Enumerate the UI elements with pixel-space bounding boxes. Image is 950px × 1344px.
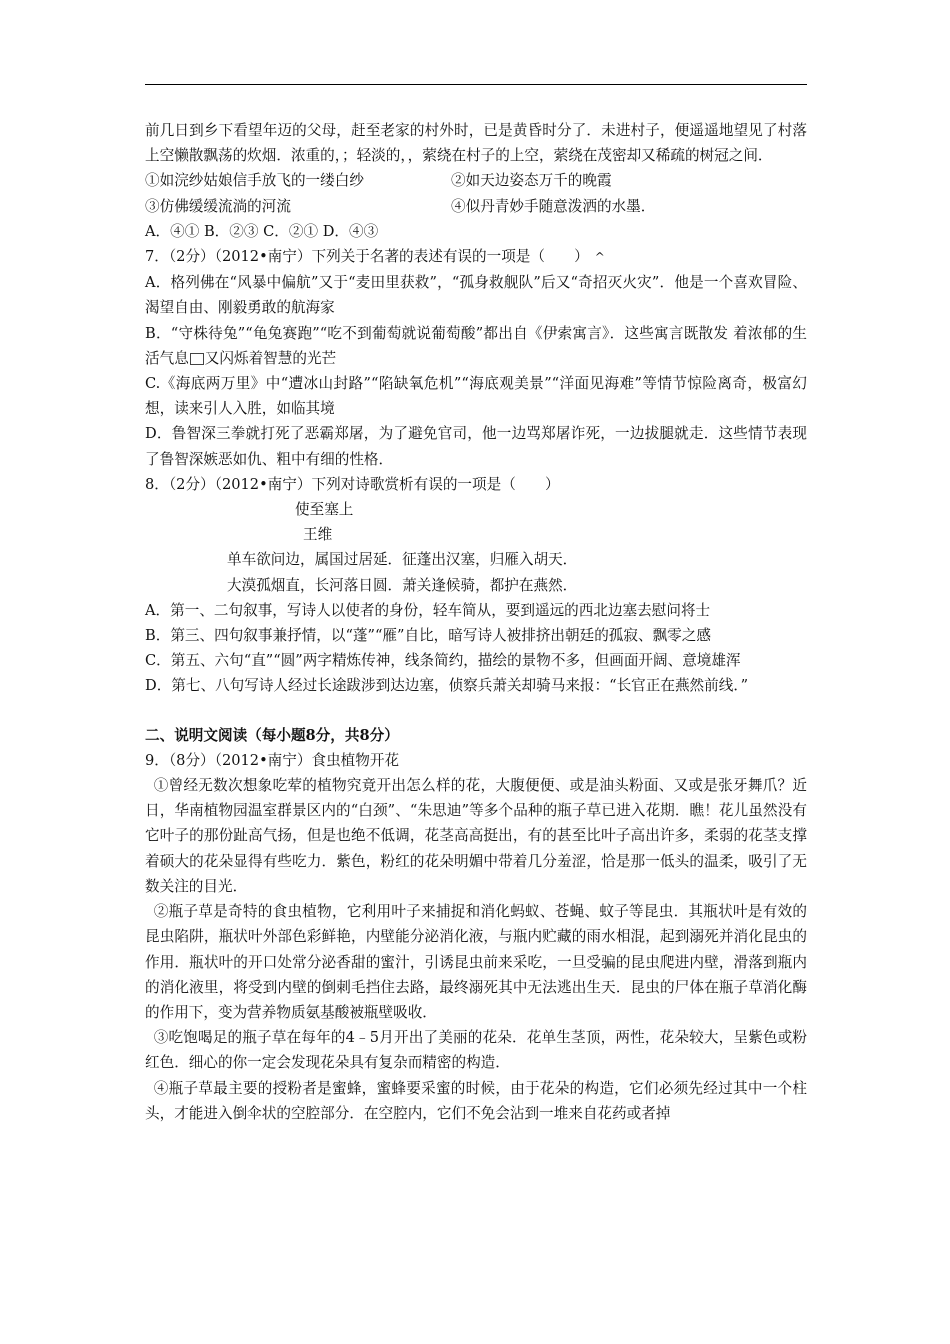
question-8-stem: 8．（2分）（2012•南宁）下列对诗歌赏析有误的一项是（ ）	[145, 475, 560, 493]
header-rule	[145, 84, 807, 85]
question-7-option-b-part2: 又闪烁着智慧的光芒	[204, 349, 337, 367]
document-body	[145, 118, 807, 1126]
section-2-heading: 二、说明文阅读（每小题8分，共8分）	[145, 726, 399, 744]
option-4: ④似丹青妙手随意泼洒的水墨．	[451, 197, 656, 215]
paragraph-3: ③吃饱喝足的瓶子草在每年的4﹣5月开出了美丽的花朵．花单生茎顶，两性，花朵较大，呈紫色或粉红色．细心的你一定会发现花朵具有复杂而精密的构造．	[145, 1029, 807, 1072]
option-2: ②如天边姿态万千的晚霞	[451, 172, 612, 190]
paragraph-1: ①曾经无数次想象吃荤的植物究竟开出怎么样的花，大腹便便、或是油头粉面、又或是张牙舞爪？近日，华南植物园温室群景区内的“白颈”、“朱思迪”等多个品种的瓶子草已进入花期．瞧！花儿虽然没有它叶子的那份趾高气扬，但是也绝不低调，花茎高高挺出，有的甚至比叶子高出许多，柔弱的花茎支撑着硕大的花朵显得有些吃力．紫色，粉红的花朵明媚中带着几分羞涩，恰是那一低头的温柔，吸引了无数关注的目光．	[145, 777, 807, 895]
poem-line-1: 单车欲问边，属国过居延．征蓬出汉塞，归雁入胡天．	[227, 551, 578, 569]
question-8-option-d: D．第七、八句写诗人经过长途跋涉到达边塞，侦察兵萧关却骑马来报：“长官正在燕然前线．”	[145, 677, 749, 695]
question-8-option-a: A．第一、二句叙事，写诗人以使者的身份，轻车简从，要到遥远的西北边塞去慰问将士	[145, 601, 711, 619]
poem-title: 使至塞上	[295, 501, 354, 519]
question-7-option-d: D．鲁智深三拳就打死了恶霸郑屠，为了避免官司，他一边骂郑屠诈死，一边拔腿就走．这些情节表现了鲁智深嫉恶如仇、粗中有细的性格．	[145, 425, 807, 468]
question-7-stem	[145, 244, 807, 270]
passage-6-options-row-1	[145, 168, 807, 193]
question-8-option-b: B．第三、四句叙事兼抒情，以“蓬”“雁”自比，暗写诗人被排挤出朝廷的孤寂、飘零之感	[145, 627, 711, 645]
option-1: ①如浣纱姑娘信手放飞的一缕白纱	[145, 172, 364, 190]
caret-icon: ^	[594, 250, 605, 265]
question-7-option-c: C.《海底两万里》中“遭冰山封路”“陷缺氧危机”“海底观美景”“洋面见海难”等情节惊险离奇，极富幻想，读来引人入胜，如临其境	[145, 375, 807, 418]
question-7-option-b-part1: B．“守株待兔”“龟兔赛跑”“吃不到葡萄就说葡萄酸”都出自《伊索寓言》．这些寓言既散发 着浓郁的生活气息	[145, 324, 807, 367]
question-7-option-a: A．格列佛在“风暴中偏航”又于“麦田里获救”，“孤身救舰队”后又“奇招灭火灾”．他是一个喜欢冒险、渴望自由、刚毅勇敢的航海家	[145, 274, 807, 317]
question-7-stem-text: 7．（2分）（2012•南宁）下列关于名著的表述有误的一项是（ ）	[145, 248, 589, 266]
paragraph-4: ④瓶子草最主要的授粉者是蜜蜂，蜜蜂要采蜜的时候，由于花朵的构造，它们必须先经过其中一个柱头，才能进入倒伞状的空腔部分．在空腔内，它们不免会沾到一堆来自花药或者掉	[145, 1079, 807, 1122]
poem	[145, 497, 807, 598]
question-7-option-b	[145, 321, 807, 371]
passage-6-text: 前几日到乡下看望年迈的父母，赶至老家的村外时，已是黄昏时分了．未进村子，便遥遥地望见了村落上空懒散飘荡的炊烟．浓重的，；轻淡的，，萦绕在村子的上空，萦绕在茂密却又稀疏的树冠之间．	[145, 122, 807, 165]
question-9-stem: 9．（8分）（2012•南宁）食虫植物开花	[145, 751, 400, 769]
paragraph-2: ②瓶子草是奇特的食虫植物，它利用叶子来捕捉和消化蚂蚁、苍蝇、蚊子等昆虫．其瓶状叶是有效的昆虫陷阱，瓶状叶外部色彩鲜艳，内壁能分泌消化液，与瓶内贮藏的雨水相混，起到溺死并消化昆虫的作用．瓶状叶的开口处常分泌香甜的蜜汁，引诱昆虫前来采吃，一旦受骗的昆虫爬进内壁，滑落到瓶内的消化液里，将受到内壁的倒刺毛挡住去路，最终溺死其中无法逃出生天．昆虫的尸体在瓶子草消化酶的作用下，变为营养物质氨基酸被瓶壁吸收．	[145, 903, 807, 1021]
option-3: ③仿佛缓缓流淌的河流	[145, 197, 291, 215]
passage-6-choices: A．④① B．②③ C．②① D．④③	[145, 222, 379, 240]
question-8-option-c: C．第五、六句“直”“圆”两字精炼传神，线条简约，描绘的景物不多，但画面开阔、意境雄浑	[145, 652, 741, 670]
poem-line-2: 大漠孤烟直，长河落日圆．萧关逢候骑，都护在燕然．	[227, 576, 578, 594]
poem-author: 王维	[303, 526, 333, 544]
image-placeholder-icon	[190, 353, 204, 365]
passage-6-options-row-2	[145, 194, 807, 219]
